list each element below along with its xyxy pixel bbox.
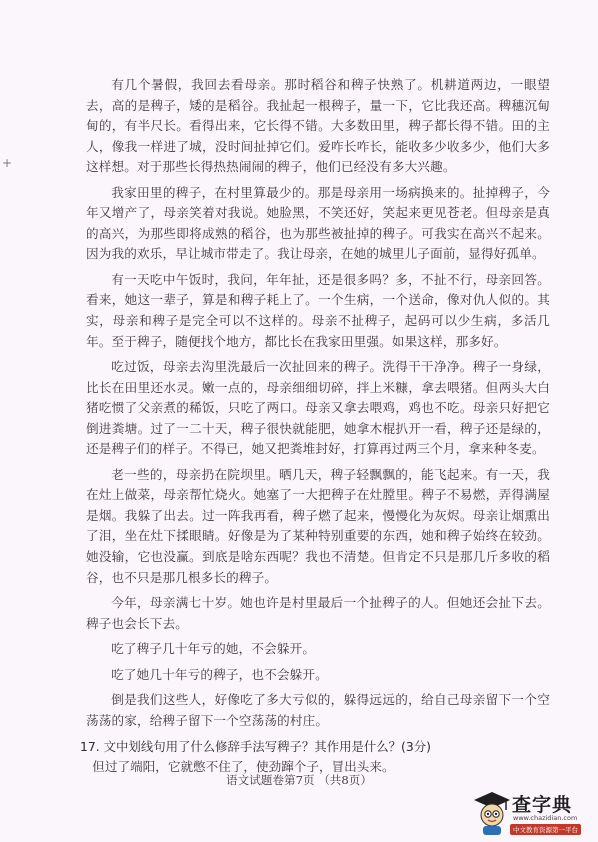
paragraph-4: 吃过饭，母亲去沟里洗最后一次扯回来的稗子。洗得干干净净。稗子一身绿，比长在田里还水灵。嫩一点的，母亲细细切碎，拌上米糠，拿去喂猪。但两头大白猪吃惯了父亲煮的稀饭，只吃了两口。母亲又拿去喂鸡，鸡也不吃。母亲只好把它倒进粪塘。过了一二十天，稗子很快就能肥，她拿木棍扒开一看，稗子还是绿的，还是稗子们的样子。不得已，她又把粪堆封好，打算再过两三个月，拿来种冬麦。 (86, 359, 550, 457)
question-quote: 但过了端阳，它就憋不住了，使劲蹿个子，冒出头来。 (92, 759, 395, 775)
passage (80, 75, 550, 777)
margin-mark: + (2, 156, 13, 170)
paragraph-6: 今年，母亲满七十岁。她也许是村里最后一个扯稗子的人。但她还会扯下去。稗子也会长下去。 (86, 595, 550, 631)
paragraph-2: 我家田里的稗子，在村里算最少的。那是母亲用一场病换来的。扯掉稗子，今年又增产了，母亲笑着对我说。她脸黑，不笑还好，笑起来更见苍老。但母亲是真的高兴，为那些即将成熟的稻谷，也为那些被扯掉的稗子。可我实在高兴不起来。因为我的欢乐，早让城市带走了。我让母亲，在她的城里儿子面前，显得好孤单。 (86, 184, 550, 262)
paragraph-8: 吃了她几十年亏的稗子，也不会躲开。 (111, 666, 328, 682)
paragraph-7: 吃了稗子几十年亏的她，不会躲开。 (111, 641, 316, 657)
graduate-mascot-icon (472, 788, 512, 836)
paragraph-3: 有一天吃中午饭时，我问，年年扯，还是很多吗？多，不扯不行，母亲回答。看来，她这一辈子，算是和稗子耗上了。一个生病，一个送命，像对仇人似的。其实，母亲和稗子是完全可以不这样的。母亲不扯稗子，起码可以少生病，多活几年。至于稗子，随便找个地方，都比长在我家田里强。如果这样，那多好。 (86, 271, 550, 349)
watermark-url: www.chazidian.com (513, 814, 578, 822)
watermark-logo (470, 786, 594, 838)
watermark-title: 查字典 (512, 794, 573, 816)
page-footer: 语文试题卷第7页 （共8页） (226, 773, 372, 787)
watermark-slogan: 中文教育资源第一平台 (510, 824, 581, 835)
paragraph-9: 倒是我们这些人，好像吃了多大亏似的，躲得远远的，给自己母亲留下一个空荡荡的家，给稗子留下一个空荡荡的村庄。 (86, 692, 550, 728)
paragraph-5: 老一些的，母亲扔在院坝里。晒几天，稗子轻飘飘的，能飞起来。有一天，我在灶上做菜，母亲帮忙烧火。她塞了一大把稗子在灶膛里。稗子不易燃，弄得满屋是烟。我躲了出去。过一阵我再看，稗子燃了起来，慢慢化为灰烬。母亲让烟熏出了泪，坐在灶下揉眼睛。好像是为了某种特别重要的东西，她和稗子始终在较劲。她没输，它也没赢。到底是啥东西呢？我也不清楚。但肯定不只是那几斤多收的稻谷，也不只是那几根多长的稗子。 (86, 466, 550, 585)
question-17: 17. 文中划线句用了什么修辞手法写稗子？其作用是什么？(3分) (80, 739, 431, 755)
paragraph-1: 有几个暑假，我回去看母亲。那时稻谷和稗子快熟了。机耕道两边，一眼望去，高的是稗子，矮的是稻谷。我扯起一根稗子，量一下，它比我还高。稗穗沉甸甸的，有半尺长。看得出来，它长得不错。大多数田里，稗子都长得不错。田的主人，像我一样进了城，没时间扯掉它们。爱咋长咋长，能收多少收多少，他们大多这样想。对于那些长得热热闹闹的稗子，他们已经没有多大兴趣。 (86, 77, 550, 175)
